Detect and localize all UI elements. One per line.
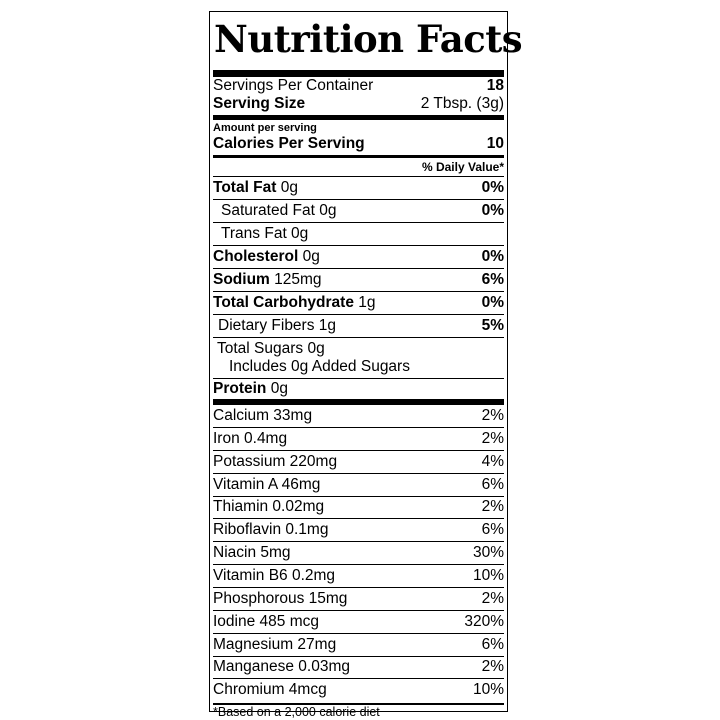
thick-rule-protein xyxy=(213,399,504,405)
divider xyxy=(213,337,504,338)
nutrient-dv: 0% xyxy=(481,294,504,311)
vitamin-name: Chromium 4mcg xyxy=(213,681,327,699)
vitamin-row xyxy=(213,520,504,540)
nutrient-dv: 0% xyxy=(481,202,504,219)
nutrient-row-total-fat xyxy=(213,178,504,198)
label-title: Nutrition Facts xyxy=(214,17,523,61)
nutrient-row-dietary-fibers xyxy=(213,316,504,336)
vitamin-name: Vitamin B6 0.2mg xyxy=(213,566,336,584)
nutrient-name: Total Sugars 0g xyxy=(217,340,325,357)
divider xyxy=(213,564,504,565)
vitamin-name: Iodine 485 mcg xyxy=(213,612,319,630)
vitamin-dv: 320% xyxy=(464,612,504,630)
vitamin-dv: 6% xyxy=(481,521,504,539)
nutrient-dv: 0% xyxy=(481,248,504,265)
nutrient-row-cholesterol xyxy=(213,247,504,267)
vitamin-row xyxy=(213,589,504,609)
vitamin-dv: 2% xyxy=(481,407,504,424)
vitamin-name: Vitamin A 46mg xyxy=(213,475,321,493)
nutrient-dv: 6% xyxy=(481,271,504,288)
nutrient-amount: 0g xyxy=(270,380,288,397)
calories-value: 10 xyxy=(486,135,504,152)
divider xyxy=(213,633,504,634)
daily-value-header: % Daily Value* xyxy=(421,160,504,174)
serving-size-label: Serving Size xyxy=(213,95,306,112)
nutrient-name: Total Fat xyxy=(213,179,277,196)
divider xyxy=(213,496,504,497)
serving-size-row xyxy=(213,94,504,114)
calories-row xyxy=(213,134,504,154)
nutrient-name: Protein xyxy=(213,380,267,397)
medium-rule-calories xyxy=(213,155,504,158)
divider xyxy=(213,541,504,542)
vitamin-row xyxy=(213,406,504,426)
vitamin-name: Phosphorous 15mg xyxy=(213,589,348,607)
vitamin-name: Niacin 5mg xyxy=(213,544,291,562)
nutrient-amount: 125mg xyxy=(274,271,322,288)
thick-rule-servings xyxy=(213,115,504,120)
nutrient-row-protein xyxy=(213,379,504,399)
vitamin-dv: 6% xyxy=(481,635,504,653)
vitamin-row xyxy=(213,680,504,700)
divider xyxy=(213,245,504,246)
vitamin-row xyxy=(213,657,504,677)
divider xyxy=(213,427,504,428)
serving-size-value: 2 Tbsp. (3g) xyxy=(420,95,504,112)
divider xyxy=(213,450,504,451)
nutrient-row-sodium xyxy=(213,270,504,290)
divider xyxy=(213,587,504,588)
vitamin-name: Manganese 0.03mg xyxy=(213,658,351,676)
nutrient-row-trans-fat xyxy=(213,224,504,244)
vitamin-row xyxy=(213,475,504,495)
nutrient-row-total-sugars xyxy=(213,339,504,359)
vitamin-dv: 30% xyxy=(472,544,504,562)
nutrient-name: Sodium xyxy=(213,271,270,288)
divider xyxy=(213,314,504,315)
divider xyxy=(213,199,504,200)
vitamin-name: Iron 0.4mg xyxy=(213,429,288,447)
nutrient-name: Includes 0g Added Sugars xyxy=(229,358,410,375)
divider xyxy=(213,678,504,679)
nutrient-name: Trans Fat 0g xyxy=(221,225,309,242)
vitamin-row xyxy=(213,497,504,517)
vitamin-row xyxy=(213,566,504,586)
vitamin-dv: 2% xyxy=(481,658,504,676)
calories-label: Calories Per Serving xyxy=(213,135,365,152)
nutrient-amount: 0g xyxy=(280,179,298,196)
nutrient-amount: 1g xyxy=(358,294,376,311)
servings-per-container-label: Servings Per Container xyxy=(213,77,374,94)
vitamin-dv: 6% xyxy=(481,475,504,493)
vitamin-row xyxy=(213,612,504,632)
nutrient-name: Dietary Fibers 1g xyxy=(218,317,337,334)
divider xyxy=(213,176,504,177)
nutrient-amount: 0g xyxy=(302,248,320,265)
divider xyxy=(213,610,504,611)
vitamin-name: Thiamin 0.02mg xyxy=(213,498,325,516)
vitamin-dv: 10% xyxy=(472,681,504,699)
vitamin-dv: 2% xyxy=(481,429,504,447)
nutrient-dv: 0% xyxy=(481,179,504,196)
divider xyxy=(213,268,504,269)
nutrient-dv: 5% xyxy=(481,317,504,334)
vitamin-dv: 2% xyxy=(481,498,504,516)
vitamin-row xyxy=(213,429,504,449)
vitamin-name: Riboflavin 0.1mg xyxy=(213,521,329,539)
vitamin-name: Potassium 220mg xyxy=(213,452,338,470)
vitamin-row xyxy=(213,452,504,472)
divider xyxy=(213,656,504,657)
nutrient-name: Cholesterol xyxy=(213,248,299,265)
vitamin-dv: 2% xyxy=(481,589,504,607)
vitamin-name: Calcium 33mg xyxy=(213,407,313,424)
nutrient-row-added-sugars xyxy=(213,357,504,377)
nutrient-name: Total Carbohydrate xyxy=(213,294,354,311)
divider xyxy=(213,291,504,292)
vitamin-name: Magnesium 27mg xyxy=(213,635,337,653)
divider xyxy=(213,518,504,519)
nutrient-name: Saturated Fat 0g xyxy=(221,202,337,219)
nutrient-row-saturated-fat xyxy=(213,201,504,221)
amount-per-serving-label: Amount per serving xyxy=(213,122,317,134)
vitamin-row xyxy=(213,635,504,655)
divider xyxy=(213,473,504,474)
nutrient-row-total-carbohydrate xyxy=(213,293,504,313)
label-inner xyxy=(213,12,523,719)
vitamin-dv: 4% xyxy=(481,452,504,470)
vitamin-row xyxy=(213,543,504,563)
divider xyxy=(213,222,504,223)
servings-per-container-row xyxy=(213,76,504,96)
footnote-row xyxy=(213,704,504,720)
nutrition-facts-label xyxy=(209,11,523,719)
servings-per-container-value: 18 xyxy=(486,77,504,94)
daily-value-header-row xyxy=(213,160,504,175)
vitamin-dv: 10% xyxy=(472,566,504,584)
footnote: *Based on a 2,000 calorie diet xyxy=(213,705,380,719)
